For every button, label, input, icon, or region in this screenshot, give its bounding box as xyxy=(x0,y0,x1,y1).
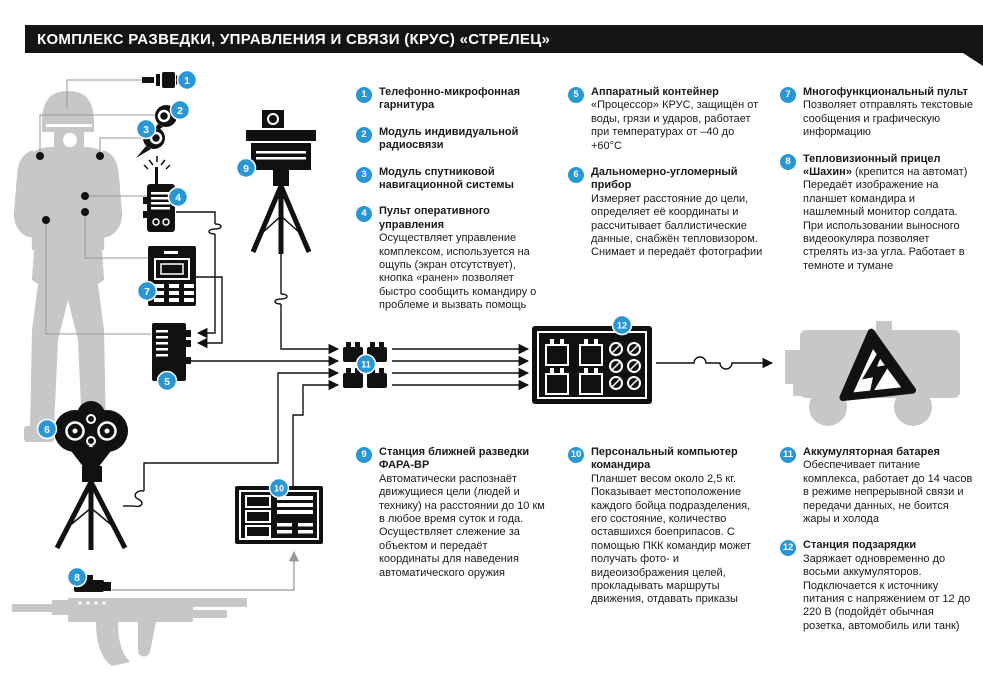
item-3-text xyxy=(379,166,551,193)
wire-tablet-to-batteries xyxy=(293,385,338,486)
item-5-text xyxy=(591,86,763,153)
badge-11 xyxy=(357,355,376,374)
legend-item-8 xyxy=(780,153,980,274)
legend-item-7 xyxy=(780,86,980,140)
svg-text:4: 4 xyxy=(175,191,181,204)
svg-text:3: 3 xyxy=(143,123,149,136)
item-12-title: Станция подзарядки xyxy=(803,539,917,552)
wire-break-2 xyxy=(275,294,287,304)
item-4-body: Осуществляет управление комплексом, используется на ощупь (экран отсутствует), кнопка «ранен» позволяет быстро сообщить командиру о проблеме и вызвать помощь xyxy=(379,232,537,312)
item-11-badge: 11 xyxy=(780,447,796,463)
wire-scope-to-tablet xyxy=(112,552,294,590)
legend-item-4 xyxy=(356,205,556,312)
item-9-text xyxy=(379,446,551,580)
wire-station-to-vehicle xyxy=(656,357,772,369)
item-6-badge: 6 xyxy=(568,167,584,183)
badge-6 xyxy=(38,420,57,439)
item-9-body: Автоматически распознаёт движущиеся цели (людей и технику) на расстоянии до 10 км в любое время суток и года. Осуществляет слежение за объектом и передаёт координаты для наведения автоматического оружия xyxy=(379,472,545,579)
badge-10 xyxy=(270,479,289,498)
badge-1 xyxy=(178,71,197,90)
svg-text:10: 10 xyxy=(273,483,285,494)
item-10-title: Персональный компьютер командира xyxy=(591,446,738,472)
badge-3 xyxy=(137,120,156,139)
item-2-title: Модуль индивидуальной радиосвязи xyxy=(379,125,519,152)
item-7-badge: 7 xyxy=(780,87,796,103)
legend-column-2-bottom xyxy=(568,446,768,620)
legend-column-3-top xyxy=(780,86,980,286)
wire-pult4-to-container xyxy=(176,212,215,224)
svg-text:12: 12 xyxy=(616,320,628,331)
badge-5 xyxy=(158,372,177,391)
item-10-text xyxy=(591,446,763,607)
helmet-strap xyxy=(46,124,92,127)
item-4-badge: 4 xyxy=(356,206,372,222)
item-6-title: Дальномерно-угломерный прибор xyxy=(591,166,738,192)
headset-icon xyxy=(142,72,182,88)
soldier-face xyxy=(63,133,77,147)
rifle-icon xyxy=(12,575,247,666)
item-3-badge: 3 xyxy=(356,167,372,183)
svg-text:2: 2 xyxy=(177,104,183,117)
item-6-body: Измеряет расстояние до цели, определяет её координаты и рассчитывает баллистические данные, снабжён тепловизором. Снимает и передаёт фотографии xyxy=(591,192,763,259)
item-5-body: «Процессор» КРУС, защищён от воды, грязи и ударов, работает при температурах от –40 до +60°С xyxy=(591,99,759,152)
legend-item-6 xyxy=(568,166,768,260)
item-6-text xyxy=(591,166,763,260)
item-8-badge: 8 xyxy=(780,154,796,170)
item-1-title: Телефонно-микрофонная гарнитура xyxy=(379,86,520,112)
item-7-body: Позволяет отправлять текстовые сообщения и графическую информацию xyxy=(803,99,974,139)
item-2-text xyxy=(379,126,551,153)
badge-2 xyxy=(171,101,190,120)
item-8-body: Передаёт изображение на планшет командира и нашлемный монитор солдата. При использовании выносного видеоокуляра позволяет стрелять из-за угла. Работает в темноте и тумане xyxy=(803,179,965,272)
badge-9 xyxy=(237,159,256,178)
legend-item-12 xyxy=(780,539,980,633)
wire-radar-to-batteries xyxy=(281,304,338,349)
item-11-body: Обеспечивает питание комплекса, работает до 14 часов в режиме непрерывной связи и передачи данных, не боится жары и холода xyxy=(803,459,973,526)
rangefinder-icon xyxy=(54,401,128,550)
legend-item-5 xyxy=(568,86,768,153)
legend-item-9 xyxy=(356,446,556,580)
wire-break-1 xyxy=(209,224,221,234)
item-3-title: Модуль спутниковой навигационной системы xyxy=(379,165,514,192)
item-2-badge: 2 xyxy=(356,127,372,143)
item-12-text xyxy=(803,539,975,633)
svg-text:1: 1 xyxy=(184,74,190,87)
charging-station-icon xyxy=(532,326,652,404)
item-11-text xyxy=(803,446,975,526)
item-10-badge: 10 xyxy=(568,447,584,463)
item-5-badge: 5 xyxy=(568,87,584,103)
page-title: КОМПЛЕКС РАЗВЕДКИ, УПРАВЛЕНИЯ И СВЯЗИ (КРУС) «СТРЕЛЕЦ» xyxy=(37,30,551,48)
item-1-text xyxy=(379,86,551,113)
legend-item-2 xyxy=(356,126,556,153)
svg-text:5: 5 xyxy=(164,375,170,388)
svg-text:6: 6 xyxy=(44,423,50,436)
item-8-text xyxy=(803,153,975,274)
legend-item-3 xyxy=(356,166,556,193)
item-4-title: Пульт оперативного управления xyxy=(379,205,490,231)
item-12-badge: 12 xyxy=(780,540,796,556)
item-5-title: Аппаратный контейнер xyxy=(591,86,719,98)
item-7-title: Многофункциональный пульт xyxy=(803,86,968,98)
legend-column-1-top xyxy=(356,86,556,326)
badge-4 xyxy=(169,188,188,207)
vehicle-icon xyxy=(785,321,960,426)
svg-text:7: 7 xyxy=(144,285,150,298)
item-4-text xyxy=(379,205,551,312)
wire-pult4-to-container-end xyxy=(198,234,215,333)
item-12-body: Заряжает одновременно до восьми аккумуляторов. Подключается к источнику питания с напряжением от 12 до 220 В (подойдёт обычная розетка, автомобиль или танк) xyxy=(803,552,971,632)
item-8-note: (крепится на автомат) xyxy=(855,166,968,179)
item-9-badge: 9 xyxy=(356,447,372,463)
item-7-text xyxy=(803,86,975,140)
item-10-body: Планшет весом около 2,5 кг. Показывает местоположение каждого бойца подразделения, его состояние, количество оставшихся боеприпасов. С помощью ПКК командир может получать фото- и видеоизображения целей, прокладывать маршруты движения, отдавать приказы xyxy=(591,472,751,606)
item-1-badge: 1 xyxy=(356,87,372,103)
soldier-silhouette xyxy=(14,91,122,442)
wire-break-3 xyxy=(134,491,144,507)
item-8-title: Тепловизионный прицел «Шахин» xyxy=(803,152,941,179)
item-9-title: Станция ближней разведки ФАРА-ВР xyxy=(379,446,530,472)
item-11-title: Аккумуляторная батарея xyxy=(803,446,940,458)
legend-item-1 xyxy=(356,86,556,113)
svg-text:8: 8 xyxy=(74,571,80,584)
legend-column-3-bottom xyxy=(780,446,980,646)
wire-rangefinder-to-batteries xyxy=(144,373,338,491)
badge-8 xyxy=(68,568,87,587)
legend-column-2-top xyxy=(568,86,768,273)
legend-column-1-bottom xyxy=(356,446,556,593)
svg-text:9: 9 xyxy=(243,162,249,175)
fara-radar-icon xyxy=(246,110,316,254)
svg-text:11: 11 xyxy=(361,359,371,370)
badge-12 xyxy=(613,316,632,335)
badge-7 xyxy=(138,282,157,301)
legend-item-11 xyxy=(780,446,980,526)
legend-item-10 xyxy=(568,446,768,607)
